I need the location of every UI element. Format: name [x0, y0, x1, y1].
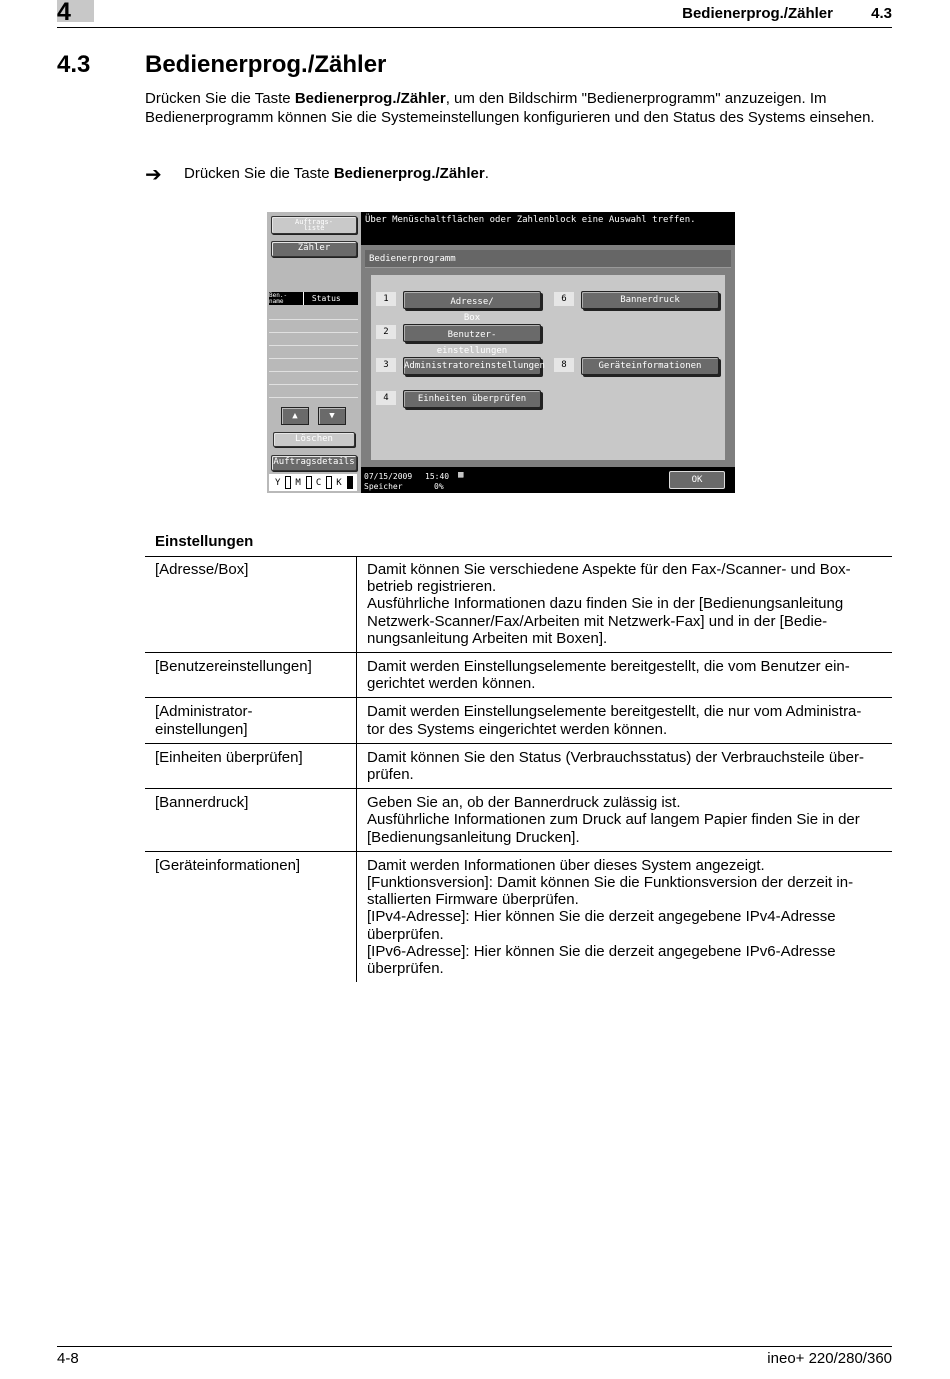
menu-user-settings-button[interactable] — [403, 324, 541, 356]
job-list-button[interactable] — [271, 216, 357, 234]
col-user-name — [269, 292, 304, 305]
table-row — [145, 698, 892, 743]
col-user-name-2: name — [269, 298, 284, 305]
user-settings-label-2: einstellungen — [436, 346, 508, 356]
setting-name — [145, 789, 357, 852]
desc-line: Netzwerk-Scanner/Fax/Arbeiten mit Netzwerk-Fax] und in der [Bedie- — [367, 612, 828, 630]
step-text-post: . — [484, 165, 489, 182]
setting-name — [145, 743, 357, 788]
setting-key: [Einheiten überprüfen] — [155, 748, 303, 766]
menu-number-3: 3 — [376, 358, 396, 372]
memory-label: Speicher — [364, 482, 403, 491]
table-row — [145, 743, 892, 788]
page-number: 4-8 — [57, 1350, 79, 1367]
setting-name — [145, 698, 357, 743]
step-instruction — [184, 165, 489, 182]
chapter-number: 4 — [57, 0, 71, 26]
menu-number-1: 1 — [376, 292, 396, 306]
intro-text-post: , um den Bildschirm "Bedienerprogramm" anzuzeigen. Im Bedienerprogramm können Sie die Systemeinstellungen konfigurieren und den Status des Systems einsehen. — [145, 90, 875, 126]
scroll-down-button[interactable] — [318, 407, 346, 425]
desc-line: stallierten Firmware überprüfen. — [367, 891, 579, 909]
address-box-label-2: Box — [463, 313, 481, 323]
toner-m-bar — [306, 476, 312, 489]
setting-key: [Benutzereinstellungen] — [155, 658, 312, 676]
setting-name — [145, 851, 357, 982]
setting-description — [357, 556, 893, 653]
menu-number-4: 4 — [376, 391, 396, 405]
menu-number-8: 8 — [554, 358, 574, 372]
instruction-message: Über Menüschaltflächen oder Zahlenblock eine Auswahl treffen. — [365, 215, 696, 225]
counter-button[interactable]: Zähler — [271, 241, 357, 257]
table-row — [145, 556, 892, 653]
menu-number-2: 2 — [376, 325, 396, 339]
arrow-down-icon: ▼ — [329, 411, 335, 421]
job-list-rows — [269, 307, 358, 407]
table-title: Einstellungen — [155, 533, 254, 550]
desc-line: Damit werden Informationen über dieses System angezeigt. — [367, 856, 765, 874]
scroll-up-button[interactable] — [281, 407, 309, 425]
setting-name — [145, 556, 357, 653]
menu-admin-settings-button[interactable]: Administratoreinstellungen — [403, 357, 541, 375]
desc-line: [IPv6-Adresse]: Hier können Sie die derzeit angegebene IPv6-Adresse — [367, 942, 836, 960]
setting-description — [357, 653, 893, 698]
desc-line: Damit werden Einstellungselemente bereitgestellt, die vom Benutzer ein- — [367, 658, 850, 676]
menu-banner-print-button[interactable]: Bannerdruck — [581, 291, 719, 309]
setting-key-line: einstellungen] — [155, 720, 248, 738]
toner-y-bar — [285, 476, 291, 489]
desc-line: [IPv4-Adresse]: Hier können Sie die derzeit angegebene IPv4-Adresse — [367, 908, 836, 926]
setting-name — [145, 653, 357, 698]
step-text-pre: Drücken Sie die Taste — [184, 165, 334, 182]
device-screen — [267, 212, 735, 493]
setting-description — [357, 851, 893, 982]
col-status: Status — [311, 294, 341, 303]
menu-check-units-button[interactable]: Einheiten überprüfen — [403, 390, 541, 408]
setting-key-line: [Administrator- — [155, 703, 253, 721]
step-arrow-icon: ➔ — [145, 164, 162, 186]
section-title: Bedienerprog./Zähler — [145, 51, 387, 78]
toner-m-label: M — [295, 477, 301, 488]
job-list-label-2: liste — [303, 224, 325, 232]
menu-panel — [371, 275, 725, 460]
intro-text-pre: Drücken Sie die Taste — [145, 90, 295, 107]
menu-device-info-button[interactable]: Geräteinformationen — [581, 357, 719, 375]
job-list-header — [269, 292, 358, 305]
desc-line: gerichtet werden können. — [367, 675, 536, 693]
intro-key-name: Bedienerprog./Zähler — [294, 90, 446, 107]
user-settings-label-1: Benutzer- — [447, 330, 497, 340]
setting-description — [357, 698, 893, 743]
running-header-title: Bedienerprog./Zähler — [682, 5, 833, 22]
job-details-button[interactable]: Auftragsdetails — [271, 455, 357, 471]
time: 15:40 — [425, 472, 450, 481]
desc-line: überprüfen. — [367, 925, 444, 943]
chapter-number-box — [57, 0, 94, 26]
desc-line: Geben Sie an, ob der Bannerdruck zulässig ist. — [367, 794, 681, 812]
running-header-section: 4.3 — [871, 5, 892, 22]
setting-key: [Bannerdruck] — [155, 794, 249, 812]
date: 07/15/2009 — [364, 472, 413, 481]
footer-rule — [57, 1346, 892, 1347]
setting-key: [Geräteinformationen] — [155, 856, 301, 874]
desc-line: Damit können Sie den Status (Verbrauchsstatus) der Verbrauchsteile über- — [367, 748, 864, 766]
desc-line: betrieb registrieren. — [367, 578, 497, 596]
desc-line: Ausführliche Informationen zum Druck auf langem Papier finden Sie in der — [367, 811, 860, 829]
toner-c-bar — [326, 476, 332, 489]
toner-y-label: Y — [275, 477, 281, 488]
desc-line: prüfen. — [367, 766, 414, 784]
step-key-name: Bedienerprog./Zähler — [333, 165, 485, 182]
setting-description — [357, 789, 893, 852]
menu-number-6: 6 — [554, 292, 574, 306]
ok-button[interactable]: OK — [669, 471, 725, 489]
settings-table — [145, 556, 892, 982]
job-list-label-1: Auftrags- — [295, 218, 333, 226]
section-number: 4.3 — [57, 51, 91, 78]
intro-paragraph — [145, 89, 875, 127]
setting-description — [357, 743, 893, 788]
toner-k-bar — [347, 476, 353, 489]
toner-levels — [269, 474, 357, 491]
delete-button[interactable]: Löschen — [273, 432, 355, 447]
header-rule — [57, 27, 892, 28]
desc-line: Damit werden Einstellungselemente bereitgestellt, die nur vom Administra- — [367, 703, 862, 721]
table-row — [145, 851, 892, 982]
table-row — [145, 653, 892, 698]
toner-c-label: C — [315, 477, 322, 488]
arrow-up-icon: ▲ — [292, 411, 298, 421]
table-row — [145, 789, 892, 852]
network-icon: ▦ — [458, 470, 464, 480]
setting-key: [Adresse/Box] — [155, 561, 249, 578]
desc-line: [Funktionsversion]: Damit können Sie die Funktionsversion der derzeit in- — [367, 874, 854, 892]
desc-line: nungsanleitung Arbeiten mit Boxen]. — [367, 629, 608, 647]
col-user-name-1: Ben.- — [269, 292, 288, 299]
message-bar — [361, 212, 735, 245]
memory-value: 0% — [434, 482, 444, 491]
desc-line: Ausführliche Informationen dazu finden Sie in der [Bedienungsanleitung — [367, 595, 844, 613]
desc-line: tor des Systems eingerichtet werden können. — [367, 720, 668, 738]
menu-address-box-button[interactable] — [403, 291, 541, 323]
desc-line: überprüfen. — [367, 960, 444, 978]
product-model: ineo+ 220/280/360 — [767, 1350, 892, 1367]
panel-title: Bedienerprogramm — [365, 250, 731, 268]
toner-k-label: K — [336, 477, 342, 488]
desc-line: Damit können Sie verschiedene Aspekte für den Fax-/Scanner- und Box- — [367, 561, 851, 578]
address-box-label-1: Adresse/ — [450, 297, 494, 307]
desc-line: [Bedienungsanleitung Drucken]. — [367, 828, 580, 846]
